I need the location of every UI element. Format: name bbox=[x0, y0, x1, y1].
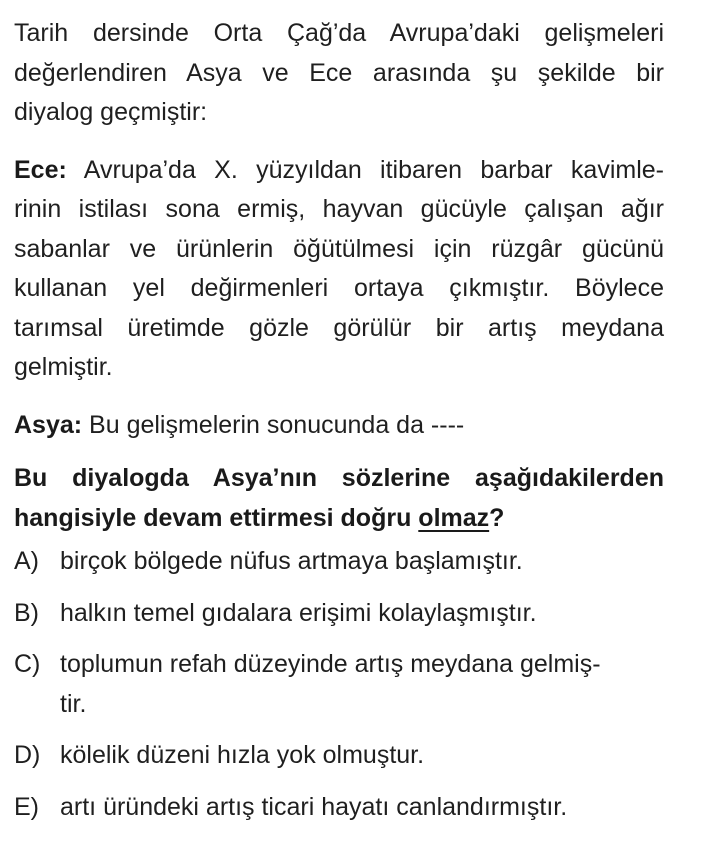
option-e[interactable] bbox=[14, 788, 664, 828]
ece-line: sabanlar ve ürünlerin öğütülmesi için rüzgâr gücünü bbox=[14, 234, 664, 263]
option-c[interactable] bbox=[14, 645, 664, 685]
intro-paragraph bbox=[14, 14, 664, 133]
option-text: artı üründeki artış ticari hayatı canlandırmıştır. bbox=[60, 792, 568, 821]
question-line: Bu diyalogda Asya’nın sözlerine aşağıdakilerden bbox=[14, 464, 664, 492]
option-text: toplumun refah düzeyinde artış meydana gelmiş- bbox=[60, 650, 601, 678]
option-letter: A) bbox=[14, 547, 39, 575]
intro-line: diyalog geçmiştir: bbox=[14, 98, 208, 126]
ece-paragraph bbox=[14, 151, 664, 388]
option-text: birçok bölgede nüfus artmaya başlamıştır. bbox=[60, 547, 523, 575]
asya-text: Bu gelişmelerin sonucunda da ---- bbox=[82, 410, 465, 439]
asya-speaker-label: Asya: bbox=[14, 410, 83, 439]
question-text: hangisiyle devam ettirmesi doğru bbox=[14, 503, 419, 532]
option-letter: B) bbox=[14, 598, 39, 627]
question-document bbox=[14, 14, 664, 827]
question-line bbox=[14, 504, 504, 532]
option-d[interactable] bbox=[14, 736, 664, 776]
option-letter: D) bbox=[14, 741, 41, 769]
question-stem bbox=[14, 459, 664, 538]
asya-paragraph bbox=[14, 406, 664, 446]
ece-line: rinin istilası sona ermiş, hayvan gücüyle çalışan ağır bbox=[14, 195, 664, 223]
ece-speaker-label: Ece: bbox=[14, 155, 67, 184]
answer-options bbox=[14, 542, 664, 827]
ece-line: gelmiştir. bbox=[14, 353, 113, 381]
ece-line bbox=[14, 151, 664, 191]
ece-line: tarımsal üretimde gözle görülür bir artış meydana bbox=[14, 313, 664, 342]
emphasis-underlined-word: olmaz bbox=[418, 503, 490, 532]
intro-line: Tarih dersinde Orta Çağ’da Avrupa’daki gelişmeleri bbox=[14, 19, 664, 47]
option-text: kölelik düzeni hızla yok olmuştur. bbox=[60, 741, 425, 769]
question-mark: ? bbox=[489, 503, 505, 532]
option-letter: E) bbox=[14, 792, 39, 821]
ece-line: kullanan yel değirmenleri ortaya çıkmıştır. Böylece bbox=[14, 274, 664, 302]
option-b[interactable] bbox=[14, 594, 664, 634]
option-a[interactable] bbox=[14, 542, 664, 582]
intro-line: değerlendiren Asya ve Ece arasında şu şekilde bir bbox=[14, 58, 664, 87]
ece-text: Avrupa’da X. yüzyıldan itibaren barbar kavimle- bbox=[66, 155, 664, 184]
option-letter: C) bbox=[14, 650, 41, 678]
option-text: halkın temel gıdalara erişimi kolaylaşmıştır. bbox=[60, 598, 537, 627]
option-c-continuation: tir. bbox=[60, 689, 87, 718]
